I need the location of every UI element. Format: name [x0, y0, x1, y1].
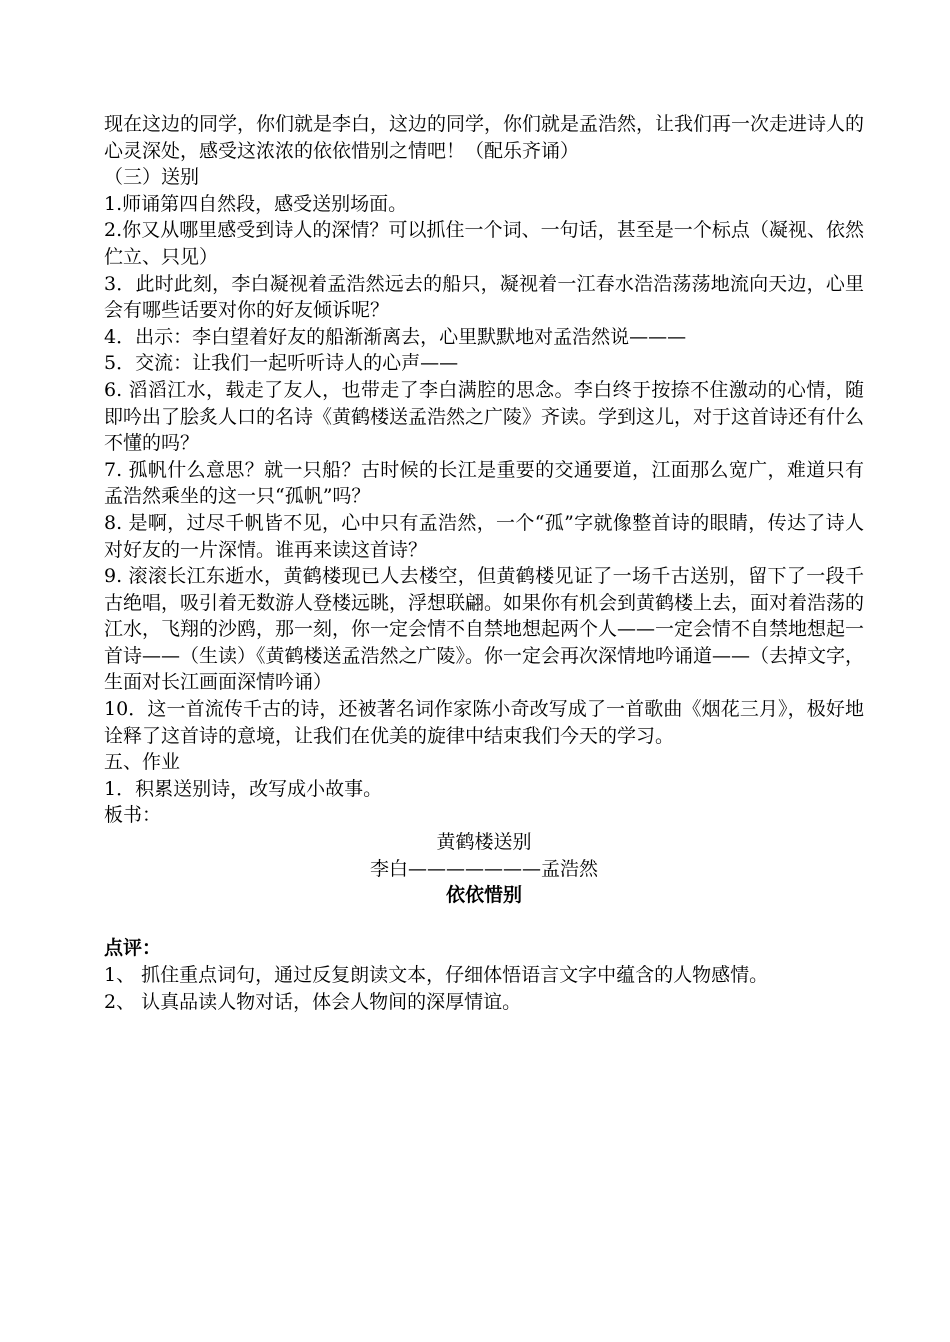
step-10: 10．这一首流传千古的诗，还被著名词作家陈小奇改写成了一首歌曲《烟花三月》，极好地诠释了这首诗的意境，让我们在优美的旋律中结束我们今天的学习。 — [104, 698, 864, 747]
board-label: 板书： — [104, 804, 162, 827]
blank-line — [104, 909, 864, 936]
step-8: 8. 是啊，过尽千帆皆不见，心中只有孟浩然，一个“孤”字就像整首诗的眼睛，传达了诗人对好友的一片深情。谁再来读这首诗？ — [104, 511, 864, 561]
step-9: 9. 滚滚长江东逝水，黄鹤楼现已人去楼空，但黄鹤楼见证了一场千古送别，留下了一段千古绝唱，吸引着无数游人登楼远眺，浮想联翩。如果你有机会到黄鹤楼上去，面对着浩荡的江水，飞翔的沙鸥，那一刻，你一定会情不自禁地想起两个人——一定会情不自禁地想起一首诗——（生读）《黄鹤楼送孟浩然之广陵》。你一定会再次深情地吟诵道——（去掉文字，生面对长江画面深情吟诵） — [104, 565, 865, 694]
paragraph-recite-intro: 现在这边的同学，你们就是李白，这边的同学，你们就是孟浩然，让我们再一次走进诗人的心灵深处，感受这浓浓的依依惜别之情吧！（配乐齐诵） — [104, 113, 865, 162]
homework-item-1: 1．积累送别诗，改写成小故事。 — [104, 777, 383, 800]
section-heading-farewell: （三）送别 — [104, 166, 200, 189]
section-heading-homework: 五、作业 — [104, 751, 181, 774]
review-item-1: 1、 抓住重点词句，通过反复朗读文本，仔细体悟语言文字中蕴含的人物感情。 — [104, 964, 769, 986]
step-5: 5．交流：让我们一起听听诗人的心声—— — [104, 352, 459, 375]
board-line: 李白———————孟浩然 — [369, 857, 598, 880]
review-item-2: 2、 认真品读人物对话，体会人物间的深厚情谊。 — [104, 990, 522, 1013]
step-1: 1.师诵第四自然段，感受送别场面。 — [104, 192, 408, 215]
board-title: 黄鹤楼送别 — [436, 831, 532, 854]
review-heading: 点评： — [104, 937, 162, 960]
document-page — [104, 111, 864, 1015]
step-7: 7. 孤帆什么意思？就一只船？古时候的长江是重要的交通要道，江面那么宽广，难道只有孟浩然乘坐的这一只“孤帆”吗？ — [104, 458, 864, 508]
board-theme: 依依惜别 — [445, 884, 522, 907]
step-6: 6. 滔滔江水，载走了友人，也带走了李白满腔的思念。李白终于按捺不住激动的心情，随即吟出了脍炙人口的名诗《黄鹤楼送孟浩然之广陵》齐读。学到这儿，对于这首诗还有什么不懂的吗？ — [104, 378, 865, 455]
step-4: 4．出示：李白望着好友的船渐渐离去，心里默默地对孟浩然说——— — [104, 325, 687, 348]
step-2: 2.你又从哪里感受到诗人的深情？可以抓住一个词、一句话，甚至是一个标点（凝视、依然伫立、只见） — [104, 219, 864, 268]
step-3: 3．此时此刻，李白凝视着孟浩然远去的船只，凝视着一江春水浩浩荡荡地流向天边，心里会有哪些话要对你的好友倾诉呢？ — [104, 272, 864, 322]
